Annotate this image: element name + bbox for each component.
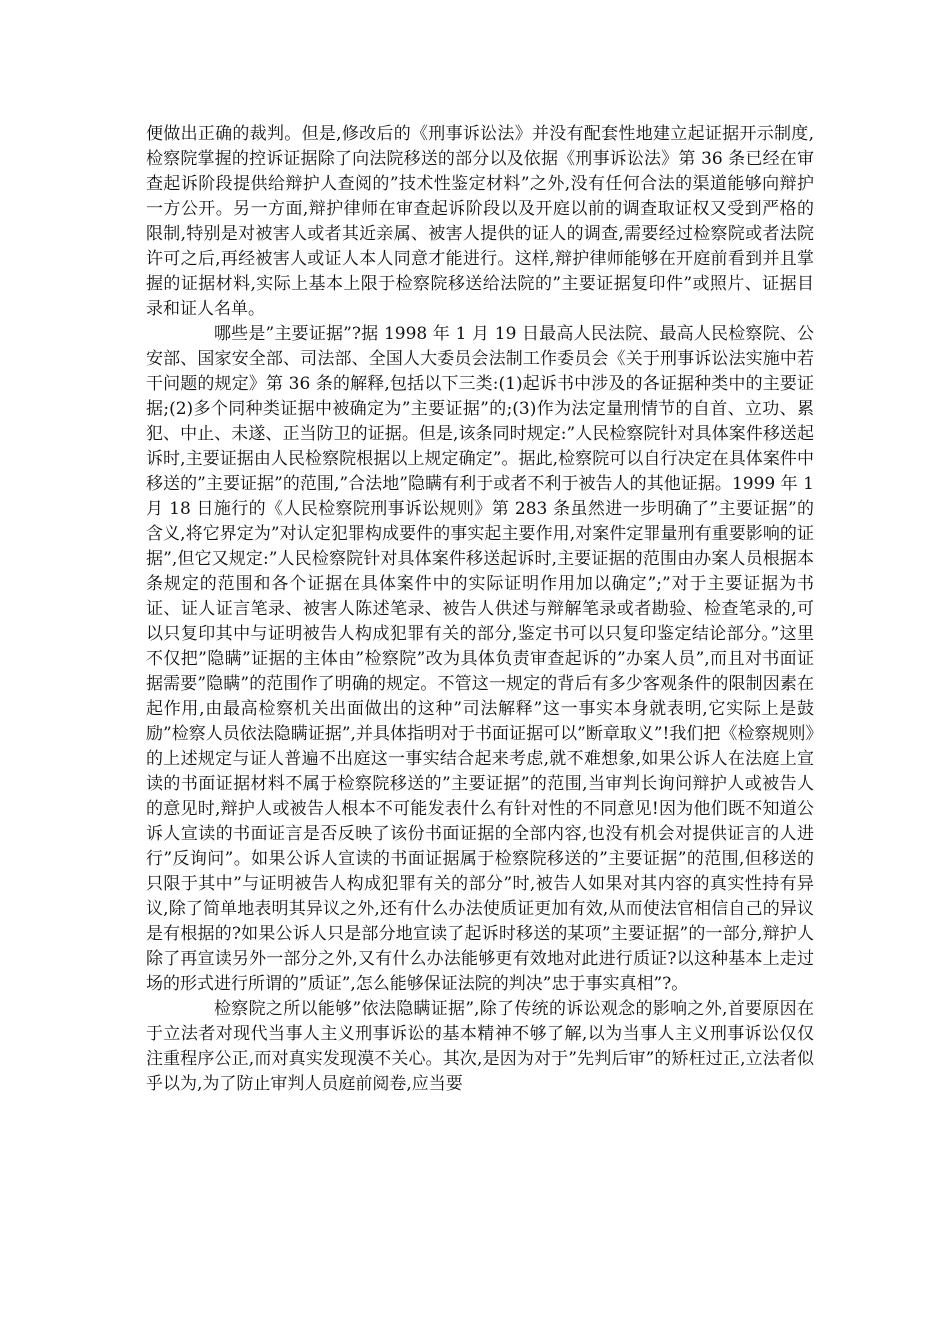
paragraph-2: 哪些是”主要证据”?据 1998 年 1 月 19 日最高人民法院、最高人民检察院、公安部、国家安全部、司法部、全国人大委员会法制工作委员会《关于刑事诉讼法实施中若干问题的规定》第 36 条的解释,包括以下三类:(1)起诉书中涉及的各证据种类中的主要证据;(2)多个同种类证据中被确定为”主要证据”的;(3)作为法定量刑情节的自首、立功、累犯、中止、未遂、正当防卫的证据。但是,该条同时规定:”人民检察院针对具体案件移送起诉时,主要证据由人民检察院根据以上规定确定”。据此,检察院可以自行决定在具体案件中移送的”主要证据”的范围,”合法地”隐瞒有利于或者不利于被告人的其他证据。1999 年 1 月 18 日施行的《人民检察院刑事诉讼规则》第 283 条虽然进一步明确了”主要证据”的含义,将它界定为”对认定犯罪构成要件的事实起主要作用,对案件定罪量刑有重要影响的证据”,但它又规定:”人民检察院针对具体案件移送起诉时,主要证据的范围由办案人员根据本条规定的范围和各个证据在具体案件中的实际证明作用加以确定”;”对于主要证据为书证、证人证言笔录、被害人陈述笔录、被告人供述与辩解笔录或者勘验、检查笔录的,可以只复印其中与证明被告人构成犯罪有关的部分,鉴定书可以只复印鉴定结论部分。”这里不仅把”隐瞒”证据的主体由”检察院”改为具体负责审查起诉的”办案人员”,而且对书面证据需要”隐瞒”的范围作了明确的规定。不管这一规定的背后有多少客观条件的限制因素在起作用,由最高检察机关出面做出的这种”司法解释”这一事实本身就表明,它实际上是鼓励”检察人员依法隐瞒证据”,并具体指明对于书面证据可以”断章取义”!我们把《检察规则》的上述规定与证人普遍不出庭这一事实结合起来考虑,就不难想象,如果公诉人在法庭上宣读的书面证据材料不属于检察院移送的”主要证据”的范围,当审判长询问辩护人或被告人的意见时,辩护人或被告人根本不可能发表什么有针对性的不同意见!因为他们既不知道公诉人宣读的书面证言是否反映了该份书面证据的全部内容,也没有机会对提供证言的人进行”反询问”。如果公诉人宣读的书面证据属于检察院移送的”主要证据”的范围,但移送的只限于其中”与证明被告人构成犯罪有关的部分”时,被告人如果对其内容的真实性持有异议,除了简单地表明其异议之外,还有什么办法使质证更加有效,从而使法官相信自己的异议是有根据的?如果公诉人只是部分地宣读了起诉时移送的某项”主要证据”的一部分,辩护人除了再宣读另外一部分之外,又有什么办法能够更有效地对此进行质证?以这种基本上走过场的形式进行所谓的”质证”,怎么能够保证法院的判决”忠于事实真相”?。	[146, 324, 814, 994]
paragraph-3: 检察院之所以能够”依法隐瞒证据”,除了传统的诉讼观念的影响之外,首要原因在于立法者对现代当事人主义刑事诉讼的基本精神不够了解,以为当事人主义刑事诉讼仅仅注重程序公正,而对真实发现漠不关心。其次,是因为对于”先判后审”的矫枉过正,立法者似乎以为,为了防止审判人员庭前阅卷,应当要	[146, 999, 814, 1094]
document-body	[146, 122, 814, 1097]
paragraph-1: 便做出正确的裁判。但是,修改后的《刑事诉讼法》并没有配套性地建立起证据开示制度,检察院掌握的控诉证据除了向法院移送的部分以及依据《刑事诉讼法》第 36 条已经在审查起诉阶段提供给辩护人查阅的”技术性鉴定材料”之外,没有任何合法的渠道能够向辩护一方公开。另一方面,辩护律师在审查起诉阶段以及开庭以前的调查取证权又受到严格的限制,特别是对被害人或者其近亲属、被害人提供的证人的调查,需要经过检察院或者法院许可之后,再经被害人或证人本人同意才能进行。这样,辩护律师能够在开庭前看到并且掌握的证据材料,实际上基本上限于检察院移送给法院的”主要证据复印件”或照片、证据目录和证人名单。	[146, 124, 814, 319]
